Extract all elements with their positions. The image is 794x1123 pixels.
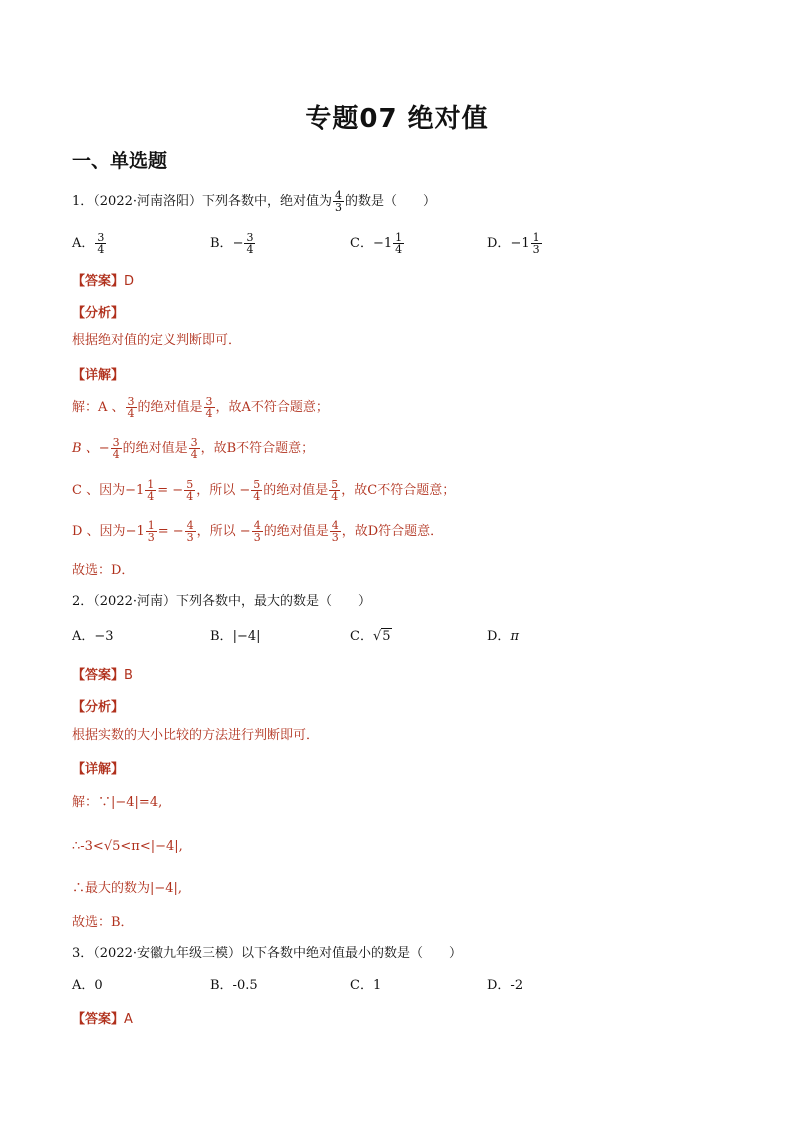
question-3-stem: 3．（2022·安徽九年级三模）以下各数中绝对值最小的数是（ ） [72,946,462,961]
q2-option-c[interactable]: C．√5 [350,629,391,644]
q3-option-d[interactable]: D．-2 [487,978,524,993]
section-heading: 一、单选题 [72,150,168,172]
q2-detail-line-2: ∴-3<√5<π<|−4|, [72,839,183,854]
question-1-stem [72,190,436,213]
answer-value: B [124,668,133,683]
option-label: D． [487,236,511,251]
q2-detail-tag: 【详解】 [72,762,125,777]
option-label: C． [350,629,373,644]
frac-4-3: $\frac{4}{3}$ [335,189,342,214]
q2-analysis-tag: 【分析】 [72,700,125,715]
q1-detail-tag: 【详解】 [72,368,125,383]
answer-tag: 【答案】 [72,668,125,683]
q3-option-b[interactable]: B．-0.5 [210,978,258,993]
q1-detail-line-2: B 、− $\frac{3}{4}$ 的绝对值是 $\frac{3}{4}$ ，故B不符合题意； [72,436,315,461]
q2-option-a[interactable]: A．−3 [72,629,114,644]
answer-tag: 【答案】 [72,274,125,289]
q1-conclusion: 故选：D． [72,563,135,578]
answer-value: A [124,1012,133,1027]
q1-analysis: 根据绝对值的定义判断即可． [72,333,242,348]
option-label: D． [487,629,511,644]
q1-answer [72,270,134,289]
q3-answer [72,1008,133,1027]
q3-option-c[interactable]: C．1 [350,978,382,993]
answer-value: D [124,274,135,289]
q1-option-a[interactable]: A． $\frac{3}{4}$ [72,231,105,256]
q1-option-c[interactable]: C．−1 $\frac{1}{4}$ [350,231,403,256]
q1-option-d[interactable]: D．−1 $\frac{1}{3}$ [487,231,540,256]
q1-detail-line-3: C 、因为−1 $\frac{1}{4}$ = − $\frac{5}{4}$ ，所以 − $\frac{5}{4}$ 的绝对值是 $\frac{5}{4}$ ，故C不符合题意； [72,478,456,503]
q3-option-a[interactable]: A．0 [72,978,103,993]
option-label: B． [210,236,233,251]
q2-analysis: 根据实数的大小比较的方法进行判断即可． [72,728,320,743]
q2-option-d[interactable]: D．π [487,629,519,644]
option-label: A． [72,236,95,251]
q2-answer [72,664,133,683]
q1-stem-b: 的数是（ ） [345,194,437,209]
q1-option-b[interactable]: B．− $\frac{3}{4}$ [210,231,254,256]
option-label: B． [210,629,233,644]
q2-conclusion: 故选：B． [72,915,134,930]
q1-analysis-tag: 【分析】 [72,306,125,321]
q2-detail-line-1: 解：∵|−4|=4, [72,795,163,810]
q1-detail-line-1: 解：A 、 $\frac{3}{4}$ 的绝对值是 $\frac{3}{4}$ ，故A不符合题意； [72,395,329,420]
option-label: C． [350,236,373,251]
question-2-stem: 2．（2022·河南）下列各数中，最大的数是（ ） [72,594,371,609]
page-title: 专题07 绝对值 [305,104,489,134]
q2-detail-line-3: ∴最大的数为|−4|, [72,881,183,896]
q1-stem-a: 1．（2022·河南洛阳）下列各数中，绝对值为 [72,194,332,209]
q1-detail-line-4: D 、因为−1 $\frac{1}{3}$ = − $\frac{4}{3}$ ，所以 − $\frac{4}{3}$ 的绝对值是 $\frac{4}{3}$ ，故D符合题意． [72,519,444,544]
answer-tag: 【答案】 [72,1012,125,1027]
q2-option-b[interactable]: B．|−4| [210,629,261,644]
